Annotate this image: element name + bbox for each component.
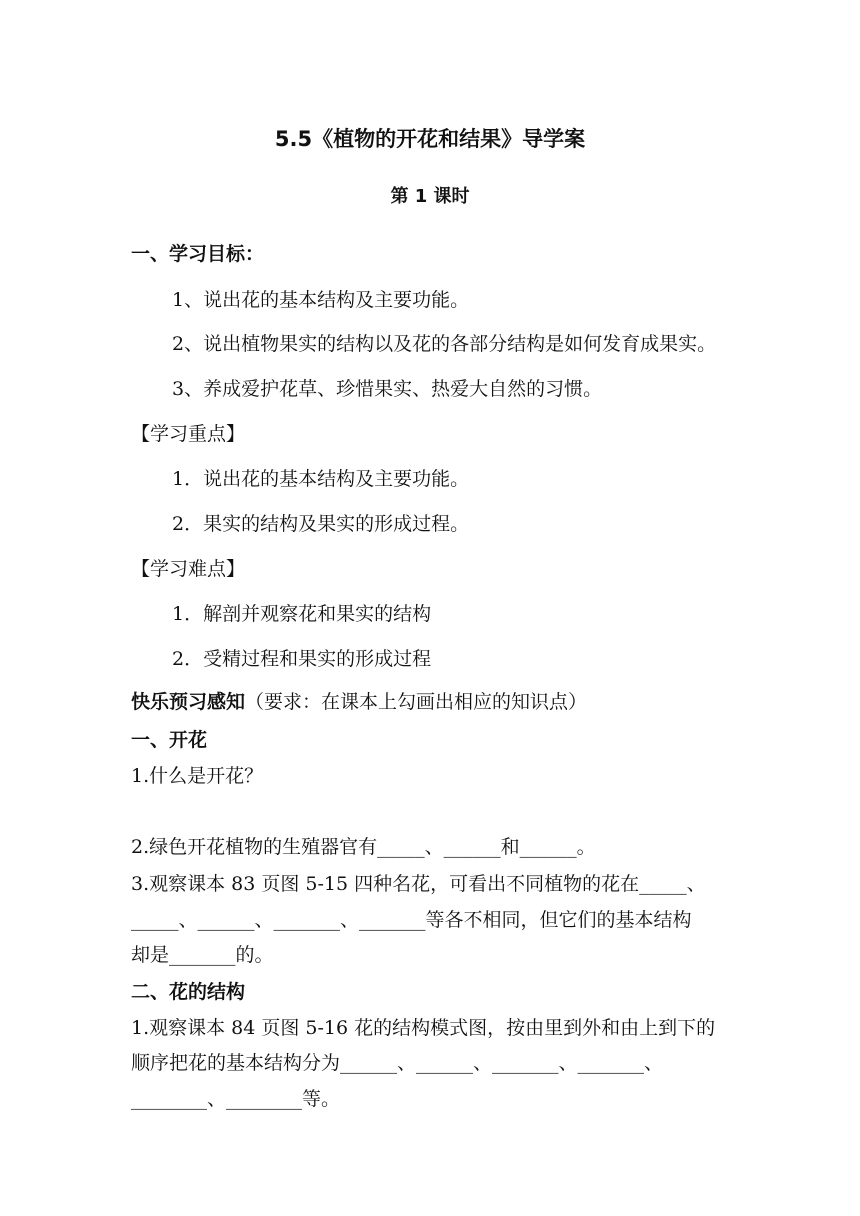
preview-line: [131, 689, 587, 715]
question-line: 1.什么是开花？: [131, 765, 264, 787]
preview-note: （要求：在课本上勾画出相应的知识点）: [245, 691, 588, 713]
key-point-item: 2．果实的结构及果实的形成过程。: [172, 513, 470, 535]
question-line: 1.观察课本 84 页图 5-16 花的结构模式图，按由里到外和由上到下的: [131, 1017, 716, 1039]
objective-item: 2、说出植物果实的结构以及花的各部分结构是如何发育成果实。: [172, 333, 717, 355]
key-point-item: 1．说出花的基本结构及主要功能。: [172, 468, 470, 490]
section-heading-flower-structure: 二、花的结构: [131, 981, 246, 1003]
preview-heading: 快乐预习感知: [131, 691, 246, 713]
lesson-number: 第 1 课时: [390, 186, 470, 207]
document-title: 5.5《植物的开花和结果》导学案: [274, 127, 586, 151]
objectives-heading: 一、学习目标：: [131, 243, 265, 265]
difficult-points-heading: 【学习难点】: [131, 558, 246, 580]
question-line: _____、______、_______、_______等各不相同，但它们的基本结构: [131, 909, 692, 931]
key-points-heading: 【学习重点】: [131, 423, 246, 445]
question-line: 却是_______的。: [131, 944, 274, 966]
question-line: 2.绿色开花植物的生殖器官有_____、______和______。: [131, 836, 596, 858]
question-line: 3.观察课本 83 页图 5-15 四种名花，可看出不同植物的花在_____、: [131, 873, 706, 895]
objective-item: 1、说出花的基本结构及主要功能。: [172, 289, 470, 311]
question-line: 顺序把花的基本结构分为______、______、_______、_______、: [131, 1052, 664, 1074]
difficult-point-item: 2．受精过程和果实的形成过程: [172, 648, 432, 670]
objective-item: 3、养成爱护花草、珍惜果实、热爱大自然的习惯。: [172, 378, 603, 400]
section-heading-flowering: 一、开花: [131, 729, 208, 751]
question-line: ________、________等。: [131, 1088, 341, 1110]
difficult-point-item: 1．解剖并观察花和果实的结构: [172, 603, 432, 625]
